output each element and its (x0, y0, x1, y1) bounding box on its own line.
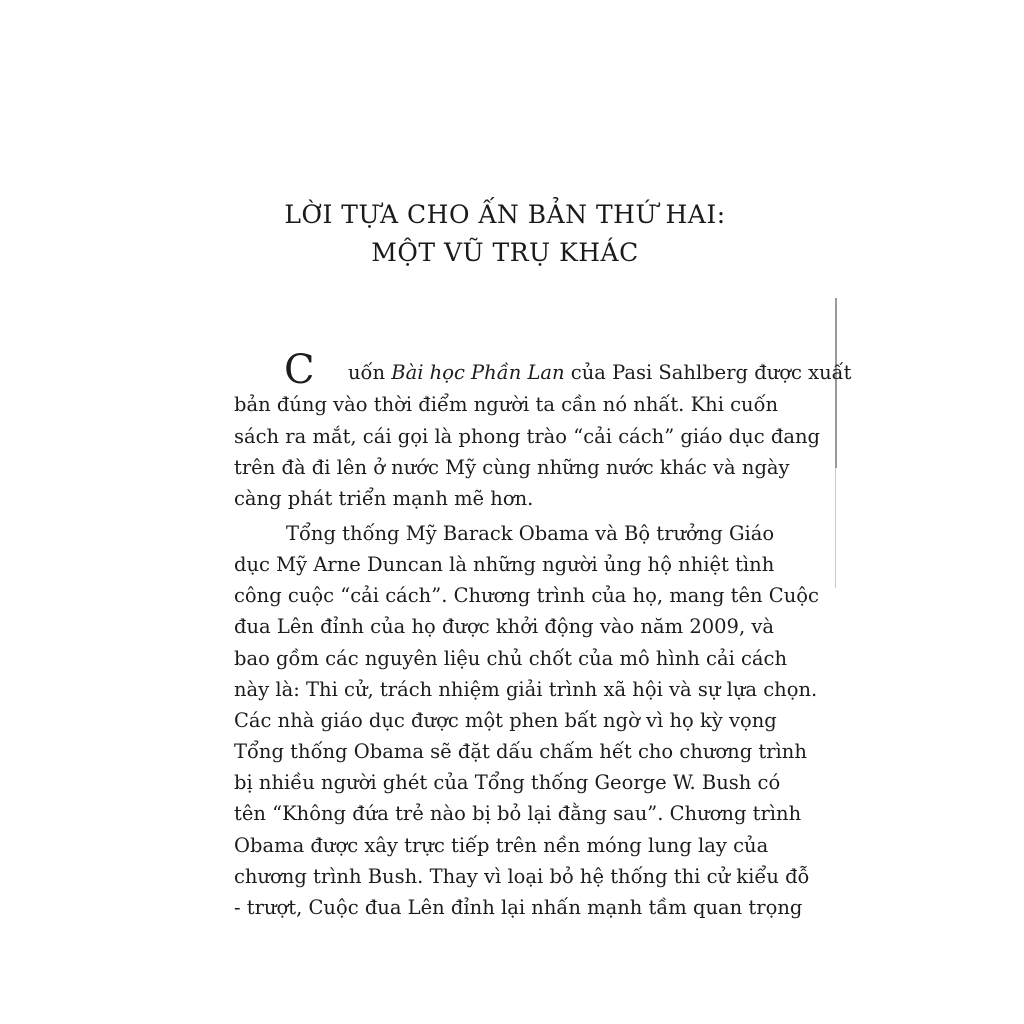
chapter-title-line-2: MỘT VŨ TRỤ KHÁC (371, 238, 639, 267)
line-1-pre: uốn (348, 361, 392, 384)
paragraph-2-line-12: chương trình Bush. Thay vì loại bỏ hệ thống thi cử kiểu đỗ (234, 865, 810, 888)
drop-cap: C (284, 347, 315, 393)
paragraph-2-line-9: bị nhiều người ghét của Tổng thống George W. Bush có (234, 771, 781, 794)
paragraph-2-line-11: Obama được xây trực tiếp trên nền móng lung lay của (234, 834, 769, 857)
paragraph-2-line-2: dục Mỹ Arne Duncan là những người ủng hộ nhiệt tình (234, 553, 775, 576)
paragraph-2-line-1: Tổng thống Mỹ Barack Obama và Bộ trưởng Giáo (286, 522, 775, 545)
paragraph-1-line-4: trên đà đi lên ở nước Mỹ cùng những nước khác và ngày (234, 456, 790, 479)
paragraph-2-line-13: - trượt, Cuộc đua Lên đỉnh lại nhấn mạnh tầm quan trọng (234, 896, 803, 919)
chapter-title-line-1: LỜI TỰA CHO ẤN BẢN THỨ HAI: (284, 200, 726, 229)
paragraph-1-line-3: sách ra mắt, cái gọi là phong trào “cải cách” giáo dục đang (234, 425, 820, 448)
paragraph-2-line-5: bao gồm các nguyên liệu chủ chốt của mô hình cải cách (234, 647, 788, 670)
book-title-italic: Bài học Phần Lan (391, 361, 565, 384)
paragraph-1-line-1 (348, 358, 851, 388)
paragraph-2-line-4: đua Lên đỉnh của họ được khởi động vào năm 2009, và (234, 615, 774, 638)
page-edge-line-lower (835, 468, 836, 588)
paragraph-2-line-8: Tổng thống Obama sẽ đặt dấu chấm hết cho chương trình (234, 740, 807, 763)
paragraph-1-line-5: càng phát triển mạnh mẽ hơn. (234, 487, 534, 510)
paragraph-2-line-7: Các nhà giáo dục được một phen bất ngờ vì họ kỳ vọng (234, 709, 777, 732)
paragraph-2-line-3: công cuộc “cải cách”. Chương trình của họ, mang tên Cuộc (234, 584, 819, 607)
line-1-post: của Pasi Sahlberg được xuất (564, 361, 852, 384)
paragraph-1-line-2: bản đúng vào thời điểm người ta cần nó nhất. Khi cuốn (234, 393, 779, 416)
paragraph-2-line-10: tên “Không đứa trẻ nào bị bỏ lại đằng sau”. Chương trình (234, 802, 802, 825)
paragraph-2-line-6: này là: Thi cử, trách nhiệm giải trình xã hội và sự lựa chọn. (234, 678, 818, 701)
